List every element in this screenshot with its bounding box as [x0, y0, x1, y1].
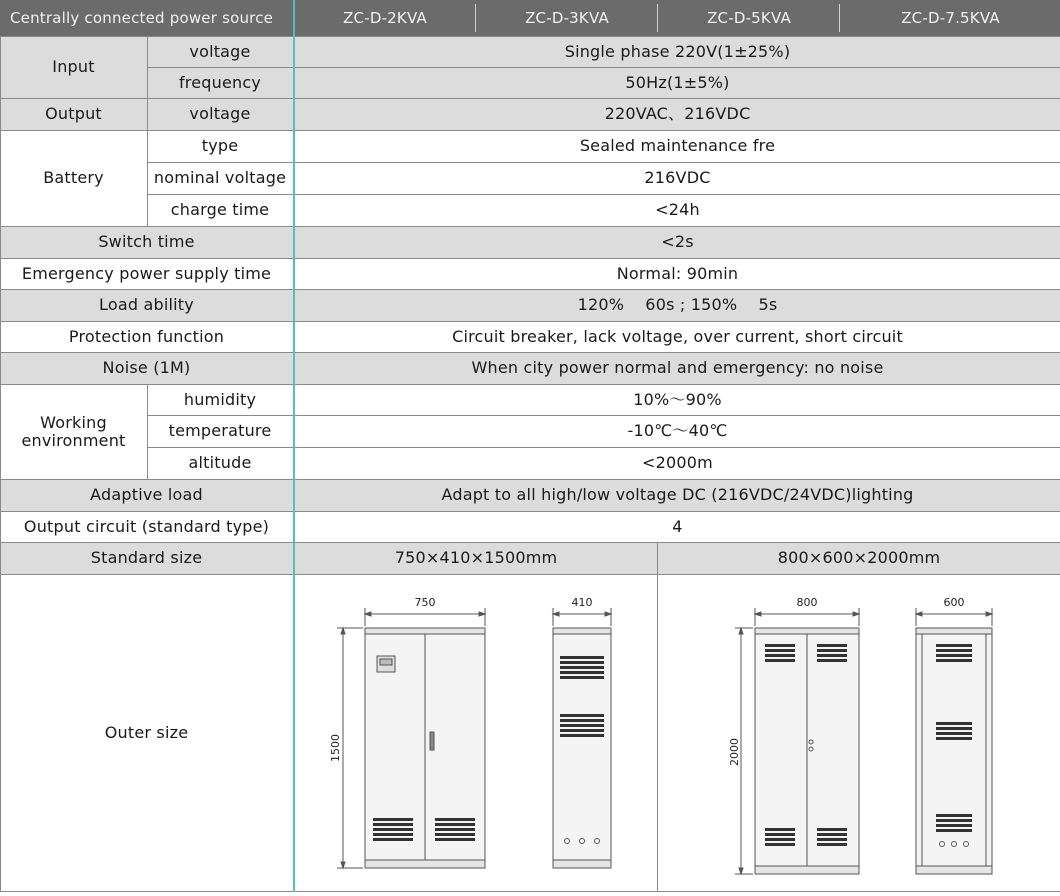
group-environment-line2: environment — [21, 430, 126, 450]
value-switch-time: <2s — [661, 232, 694, 252]
cabinet-small-side-drawing — [545, 592, 620, 877]
cabinet-small-front-drawing — [325, 592, 500, 877]
value-battery-type: Sealed maintenance fre — [579, 136, 776, 156]
header-model-2: ZC-D-3KVA — [477, 0, 657, 36]
label-temperature: temperature — [168, 421, 272, 441]
value-standard-size-large: 800×600×2000mm — [777, 548, 941, 568]
label-adaptive: Adaptive load — [90, 485, 203, 505]
label-battery-nominal: nominal voltage — [153, 168, 287, 188]
cabinet-large-front-drawing — [725, 592, 870, 882]
label-emergency: Emergency power supply time — [21, 263, 272, 283]
dim-large-height: 2000 — [728, 738, 741, 766]
value-output-circuit: 4 — [672, 516, 683, 536]
label-switch-time: Switch time — [98, 232, 195, 252]
label-output-circuit: Output circuit (standard type) — [23, 516, 270, 536]
header-divider — [475, 4, 476, 32]
value-input-voltage: Single phase 220V(1±25%) — [564, 41, 791, 61]
value-input-frequency: 50Hz(1±5%) — [625, 72, 730, 92]
label-load-ability: Load ability — [99, 295, 194, 315]
group-input: Input — [52, 57, 95, 77]
label-input-frequency: frequency — [178, 72, 262, 92]
value-humidity: 10%～90% — [633, 389, 722, 409]
group-environment-line1: Working — [40, 412, 107, 432]
value-load-ability: 120% 60s ; 150% 5s — [577, 295, 778, 315]
dim-small-height: 1500 — [329, 734, 342, 762]
header-model-4: ZC-D-7.5KVA — [841, 0, 1060, 36]
label-outer-size: Outer size — [104, 722, 189, 742]
label-standard-size: Standard size — [90, 548, 203, 568]
value-temperature: -10℃～40℃ — [627, 421, 728, 441]
header-model-1: ZC-D-2KVA — [295, 0, 475, 36]
value-battery-nominal: 216VDC — [644, 168, 711, 188]
label-humidity: humidity — [183, 389, 257, 409]
dim-small-width: 750 — [414, 596, 436, 609]
label-battery-charge: charge time — [170, 200, 270, 220]
header-title: Centrally connected power source — [0, 0, 293, 36]
value-battery-charge: <24h — [655, 200, 700, 220]
label-battery-type: type — [201, 136, 239, 156]
label-protection: Protection function — [68, 326, 225, 346]
value-output-voltage: 220VAC、216VDC — [604, 104, 751, 124]
dim-large-width: 800 — [796, 596, 818, 609]
value-standard-size-small: 750×410×1500mm — [394, 548, 558, 568]
header-divider — [657, 4, 658, 32]
dim-large-depth: 600 — [943, 596, 965, 609]
value-altitude: <2000m — [642, 453, 713, 473]
label-output-voltage: voltage — [189, 104, 251, 124]
group-environment — [0, 384, 147, 479]
value-protection: Circuit breaker, lack voltage, over current, short circuit — [452, 326, 903, 346]
group-battery: Battery — [43, 168, 104, 188]
header-divider — [839, 4, 840, 32]
group-output: Output — [45, 104, 102, 124]
label-input-voltage: voltage — [189, 41, 251, 61]
label-altitude: altitude — [188, 453, 252, 473]
value-emergency: Normal: 90min — [616, 263, 739, 283]
value-noise: When city power normal and emergency: no noise — [471, 358, 884, 378]
cabinet-large-side-drawing — [908, 592, 998, 882]
header-model-3: ZC-D-5KVA — [659, 0, 839, 36]
label-noise: Noise (1M) — [102, 358, 191, 378]
dim-small-depth: 410 — [571, 596, 593, 609]
value-adaptive: Adapt to all high/low voltage DC (216VDC/24VDC)lighting — [441, 485, 914, 505]
